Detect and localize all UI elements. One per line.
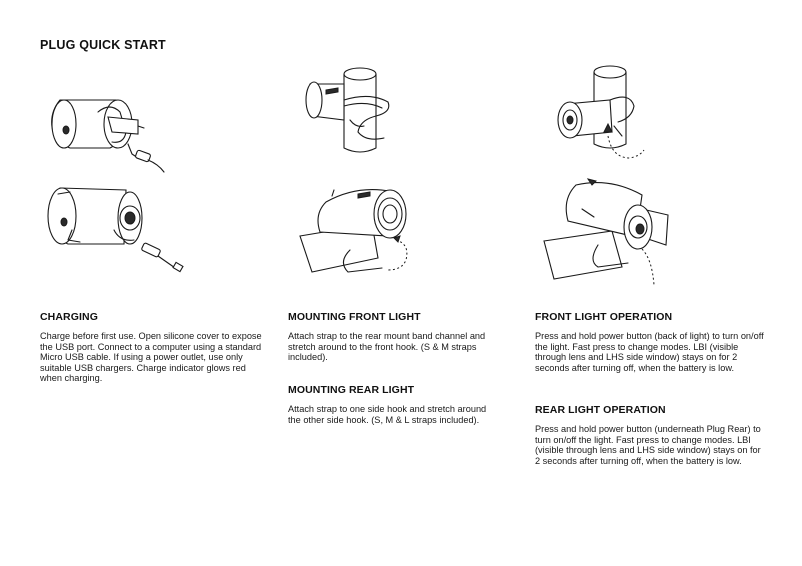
- front-operation-button-illustration: [552, 62, 662, 172]
- charging-body: Charge before first use. Open silicone cover to expose the USB port. Connect to a computer using a standard Micro USB cable. If using a power outlet, use only suitable USB chargers. Charge indicator glows red when charging.: [40, 331, 262, 384]
- charging-usb-illustration: [42, 178, 187, 278]
- mounting-front-light-illustration: [298, 180, 428, 280]
- mounting-front-title: MOUNTING FRONT LIGHT: [288, 311, 421, 323]
- mounting-rear-title: MOUNTING REAR LIGHT: [288, 384, 415, 396]
- mounting-front-strap-illustration: [300, 62, 410, 162]
- charging-cover-illustration: [40, 82, 170, 177]
- front-operation-body: Press and hold power button (back of light) to turn on/off the light. Fast press to change modes. LBI (visible through lens and LHS side window) stays on for 2 seconds after turning off, when the battery is low.: [535, 331, 764, 373]
- page-title: PLUG QUICK START: [40, 38, 166, 52]
- front-operation-title: FRONT LIGHT OPERATION: [535, 311, 673, 323]
- rear-operation-title: REAR LIGHT OPERATION: [535, 404, 666, 416]
- rear-operation-button-illustration: [542, 175, 682, 285]
- rear-operation-body: Press and hold power button (underneath Plug Rear) to turn on/off the light. Fast press to change modes. LBI (visible through lens and LHS side window) stays on for 2 seconds after turning off, when the battery is low.: [535, 424, 761, 466]
- charging-title: CHARGING: [40, 311, 98, 323]
- mounting-rear-body: Attach strap to one side hook and stretch around the other side hook. (S, M & L straps included).: [288, 404, 487, 425]
- mounting-front-body: Attach strap to the rear mount band channel and stretch around to the front hook. (S & M straps included).: [288, 331, 486, 363]
